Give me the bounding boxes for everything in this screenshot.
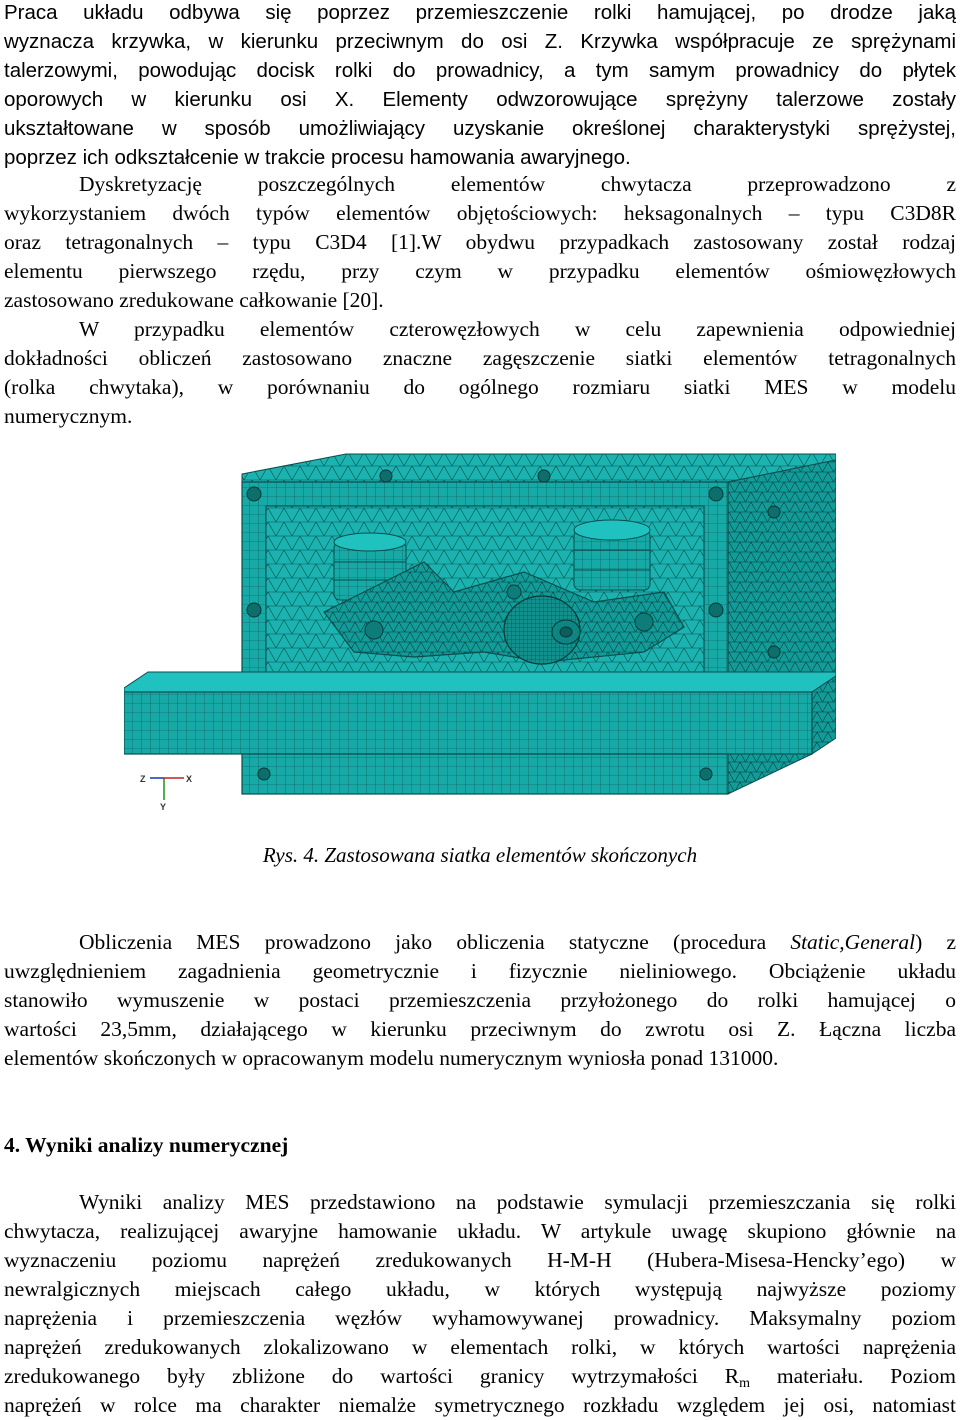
text-line: wyznacza krzywka, w kierunku przeciwnym do osi Z. Krzywka współpracuje ze sprężynami [4,30,956,53]
text-line: wartości 23,5mm, działającego w kierunku przeciwnym do zwrotu osi Z. Łączna liczba [4,1017,956,1041]
text-line [4,1362,956,1391]
text-fragment: zredukowanego były zbliżone do wartości granicy wytrzymałości R [4,1364,740,1388]
text-line: (rolka chwytaka), w porównaniu do ogólnego rozmiaru siatki MES w modelu [4,375,956,399]
text-line: oporowych w kierunku osi X. Elementy odwzorowujące sprężyny talerzowe zostały [4,88,956,111]
procedure-name: Static,General [790,930,916,954]
text-line: zastosowano zredukowane całkowanie [20]. [4,288,384,312]
guide-rail-top [124,672,836,692]
paragraph-2 [4,170,956,315]
text-line: naprężenia i przemieszczenia węzłów wyhamowywanej prowadnicy. Maksymalny poziom [4,1306,956,1330]
brake-roller [504,596,580,664]
section-heading: 4. Wyniki analizy numerycznej [4,1133,289,1157]
housing-lower [242,754,728,794]
paragraph-5 [4,1188,956,1420]
fe-mesh-figure [124,452,836,824]
text-line: Wyniki analizy MES przedstawiono na podstawie symulacji przemieszczania się rolki [79,1190,956,1214]
text-line: W przypadku elementów czterowęzłowych w celu zapewnienia odpowiedniej [79,317,956,341]
figure-caption: Rys. 4. Zastosowana siatka elementów skończonych [262,843,698,867]
text-line: Dyskretyzację poszczególnych elementów chwytacza przeprowadzono z [79,172,956,196]
pin-icon [507,585,521,599]
text-fragment: Obliczenia MES prowadzono jako obliczenia statyczne (procedura [79,930,791,954]
housing-lower-side [728,754,812,794]
text-line: stanowiło wymuszenie w postaci przemieszczenia przyłożonego do rolki hamującej o [4,988,956,1012]
paragraph-1 [4,0,956,172]
paragraph-3 [4,315,956,431]
text-line: chwytacza, realizującej awaryjne hamowanie układu. W artykule uwagę skupiono głównie na [4,1219,956,1243]
axis-label-y: Y [160,802,167,812]
pin-icon [365,621,383,639]
disc-spring-right [574,520,650,590]
text-line: Praca układu odbywa się poprzez przemieszczenie rolki hamującej, po drodze jaką [4,1,956,24]
axis-label-z: Z [140,774,146,784]
text-line: numerycznym. [4,404,133,428]
bolt-hole [258,768,270,780]
paragraph-4 [4,928,956,1073]
text-line: wykorzystaniem dwóch typów elementów objętościowych: heksagonalnych – typu C3D8R [4,201,956,225]
text-line: oraz tetragonalnych – typu C3D4 [1].W obydwu przypadkach zastosowany został rodzaj [4,230,956,254]
text-line: wyznaczeniu poziomu naprężeń zredukowanych H-M-H (Hubera-Misesa-Hencky’ego) w [4,1248,956,1272]
axis-label-x: X [186,774,193,784]
text-fragment: ) z [915,930,956,954]
bolt-hole [700,768,712,780]
guide-rail-front [124,692,812,754]
text-line: naprężeń w rolce ma charakter niemalże symetrycznego rozkładu względem jej osi, natomiast [4,1393,956,1417]
text-line: naprężeń zredukowanych zlokalizowano w elementach rolki, w których wartości naprężenia [4,1335,956,1359]
subscript: m [739,1376,750,1391]
text-line: ukształtowane w sposób umożliwiający uzyskanie określonej charakterystyki sprężystej, [4,117,956,140]
text-fragment: materiału. Poziom [749,1364,956,1388]
pin-icon [635,613,653,631]
text-line: talerzowymi, powodując docisk rolki do prowadnicy, a tym samym prowadnicy do płytek [4,59,956,82]
text-line: uwzględnieniem zagadnienia geometrycznie i fizycznie nieliniowego. Obciążenie układu [4,959,956,983]
axis-triad [140,774,192,812]
text-line: elementu pierwszego rzędu, przy czym w przypadku elementów ośmiowęzłowych [4,259,956,283]
text-line: dokładności obliczeń zastosowano znaczne zagęszczenie siatki elementów tetragonalnych [4,346,956,370]
text-line [4,928,956,957]
text-line: newralgicznych miejscach całego układu, w których występują najwyższe poziomy [4,1277,956,1301]
text-line: elementów skończonych w opracowanym modelu numerycznym wyniosła ponad 131000. [4,1046,779,1070]
text-line: poprzez ich odkształcenie w trakcie procesu hamowania awaryjnego. [4,146,631,169]
